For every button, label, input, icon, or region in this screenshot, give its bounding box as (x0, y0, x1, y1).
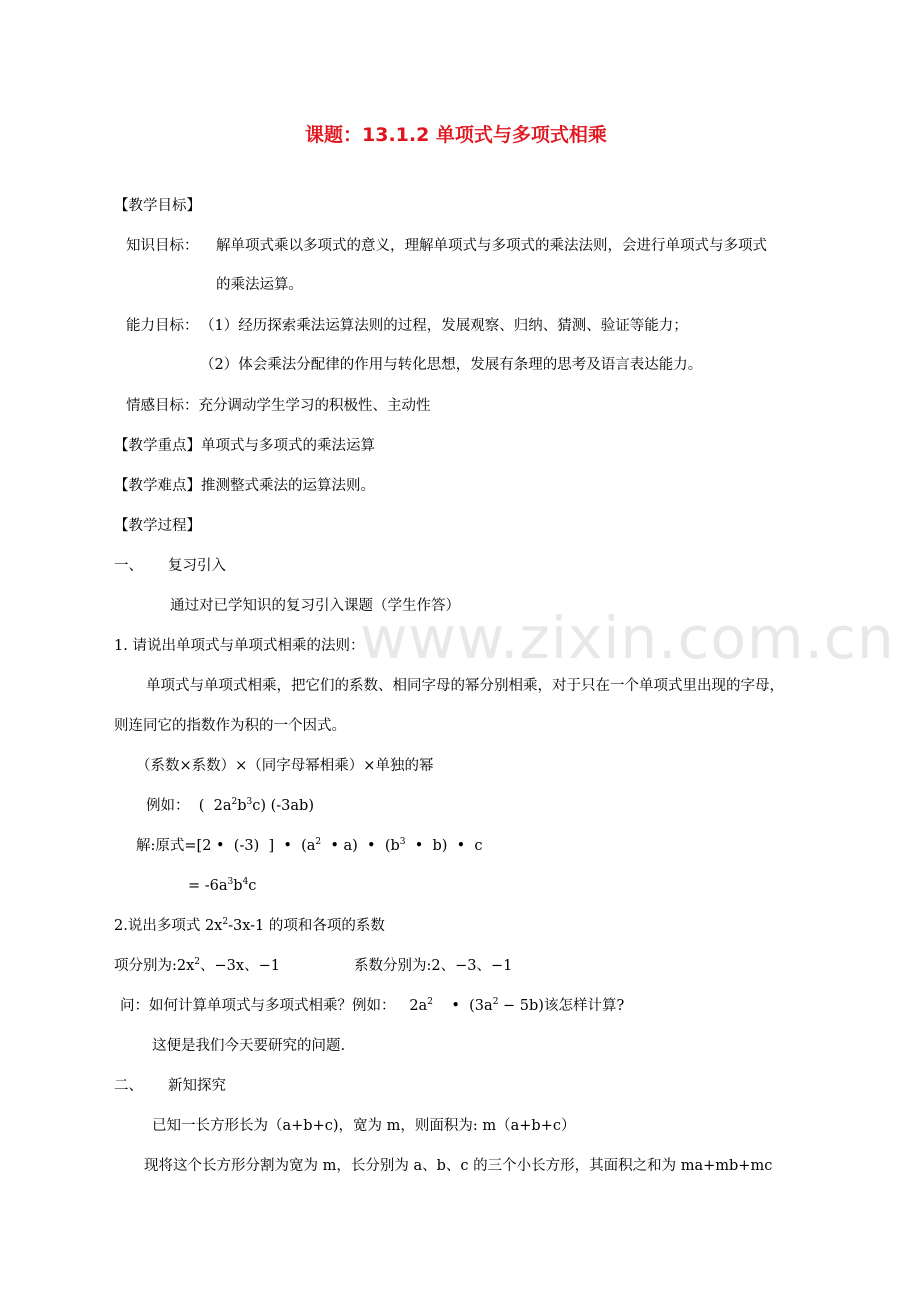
part2-heading: 新知探究 (168, 1078, 226, 1094)
solution-expression: [2 • (-3) ] • ($a^2$ • a) • ($b^3$ • b) • c (196, 837, 483, 854)
question-prefix: 问：如何计算单项式与多项式相乘？例如： (120, 998, 396, 1014)
key-point-label: 【教学重点】 (114, 438, 201, 454)
ability-text-1: （1）经历探索乘法运算法则的过程，发展观察、归纳、猜测、验证等能力； (200, 318, 688, 334)
solution-line (136, 836, 483, 856)
difficulty-label: 【教学难点】 (114, 478, 201, 494)
question-2 (114, 916, 385, 936)
goals-header: 【教学目标】 (114, 198, 201, 214)
knowledge-text-2: 的乘法运算。 (216, 277, 303, 293)
difficulty (114, 476, 375, 496)
coefficients-line: 系数分别为:2、−3、−1 (354, 958, 513, 974)
terms-line (114, 956, 280, 976)
question-1: 1. 请说出单项式与单项式相乘的法则： (114, 638, 365, 654)
part1-intro: 通过对已学知识的复习引入课题（学生作答） (170, 598, 460, 614)
question-suffix: 该怎样计算? (543, 998, 625, 1014)
difficulty-text: 推测整式乘法的运算法则。 (201, 478, 375, 494)
emotion-text: 充分调动学生学习的积极性、主动性 (198, 398, 431, 414)
part2-line-2: 现将这个长方形分割为宽为 m，长分别为 a、b、c 的三个小长方形，其面积之和为 ma+mb+mc (144, 1158, 773, 1174)
part1-number: 一、 (114, 558, 143, 574)
example-line (146, 796, 314, 816)
knowledge-text-1: 解单项式乘以多项式的意义，理解单项式与多项式的乘法法则，会进行单项式与多项式 (216, 238, 767, 254)
emotion-label: 情感目标： (126, 398, 199, 414)
key-point (114, 436, 375, 456)
knowledge-label: 知识目标： (126, 238, 199, 254)
process-header: 【教学过程】 (114, 518, 201, 534)
key-point-text: 单项式与多项式的乘法运算 (201, 438, 375, 454)
emotion-goal (126, 396, 431, 416)
rule-line-1: 单项式与单项式相乘，把它们的系数、相同字母的幂分别相乘，对于只在一个单项式里出现的字母， (146, 678, 784, 694)
q2-polynomial: $2x^2-3x-1$ (204, 917, 265, 934)
part1-heading: 复习引入 (168, 558, 226, 574)
rule-formula: （系数×系数）×（同字母幂相乘）×单独的幂 (136, 758, 434, 774)
part2-number: 二、 (114, 1078, 143, 1094)
part2-line-1: 已知一长方形长为（a+b+c)，宽为 m，则面积为: m（a+b+c） (152, 1118, 576, 1134)
q2-prefix: 2.说出多项式 (114, 918, 205, 934)
question-3 (120, 996, 624, 1016)
example-expression: ( $2a^2b^3c$) (-3ab) (194, 797, 314, 814)
solution-label: 解:原式= (136, 838, 197, 854)
question-expression: $2a^2$ • $(3a^2 - 5b)$ (395, 997, 544, 1014)
page-title: 课题：13.1.2 单项式与多项式相乘 (305, 124, 607, 146)
today-problem: 这便是我们今天要研究的问题. (152, 1038, 346, 1054)
terms-value: $2x^2$、−3x、−1 (176, 957, 280, 974)
example-label: 例如： (146, 798, 190, 814)
q2-suffix: 的项和各项的系数 (264, 918, 385, 934)
ability-text-2: （2）体会乘法分配律的作用与转化思想，发展有条理的思考及语言表达能力。 (200, 357, 703, 373)
solution-result: = $-6a^3b^4c$ (188, 877, 257, 894)
ability-label: 能力目标： (126, 318, 199, 334)
terms-label: 项分别为: (114, 958, 177, 974)
watermark: www.zixin.com.cn (360, 604, 895, 672)
rule-line-2: 则连同它的指数作为积的一个因式。 (114, 718, 346, 734)
